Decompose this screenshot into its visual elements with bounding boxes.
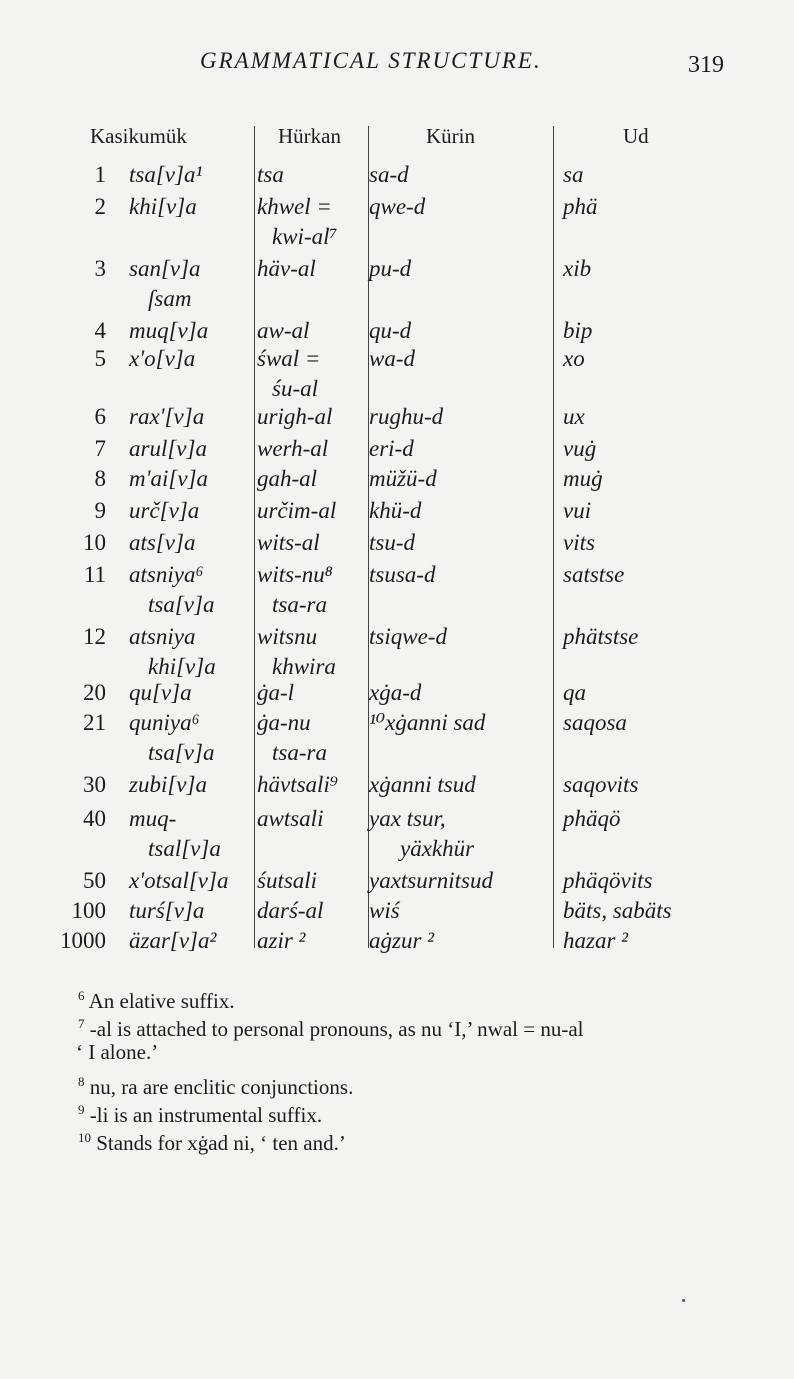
ud-form: phäqövits (563, 868, 653, 893)
ud-form: xib (563, 256, 592, 281)
kasikumuk-form: urč[v]a (129, 498, 200, 523)
ud-form: vits (563, 530, 595, 555)
kurin-form: tsusa-d (369, 562, 436, 587)
ud-form: ux (563, 404, 585, 429)
kurin-form: wiś (369, 898, 400, 923)
footnote-continuation: ‘ I alone.’ (76, 1040, 159, 1064)
table-row (0, 498, 794, 522)
kasikumuk-form: tsa[v]a¹ (129, 162, 203, 187)
numeral-value: 20 (83, 680, 106, 705)
ud-form: muġ (563, 466, 603, 491)
running-head: GRAMMATICAL STRUCTURE. (200, 48, 542, 73)
numeral-value: 2 (94, 194, 106, 219)
kasikumuk-form: khi[v]a (148, 654, 216, 679)
table-row (0, 680, 794, 704)
kasikumuk-form: atsniya⁶ (129, 562, 204, 587)
hurkan-form: khwira (272, 654, 336, 679)
column-header-hurkan: Hürkan (278, 124, 341, 148)
hurkan-form: śu-al (272, 376, 318, 401)
kurin-form: xġanni tsud (369, 772, 476, 797)
footnote: $^{10}$ Stands for xġad ni, ‘ ten and.’ (78, 1130, 346, 1155)
kasikumuk-form: x'o[v]a (129, 346, 196, 371)
column-header-ud: Ud (623, 124, 649, 148)
kurin-form: tsiqwe-d (369, 624, 447, 649)
kasikumuk-form: tsa[v]a (148, 592, 215, 617)
numeral-value: 5 (94, 346, 106, 371)
kurin-form: wa-d (369, 346, 415, 371)
ud-form: xo (563, 346, 585, 371)
table-row (0, 806, 794, 861)
kurin-form: yax tsur, (369, 806, 446, 831)
page-number: 319 (688, 52, 724, 78)
kurin-form: pu-d (369, 256, 412, 281)
kurin-form: rughu-d (369, 404, 444, 429)
hurkan-form: werh-al (257, 436, 329, 461)
numeral-value: 50 (83, 868, 106, 893)
kurin-form: qu-d (369, 318, 412, 343)
kasikumuk-form: zubi[v]a (129, 772, 207, 797)
table-row (0, 318, 794, 342)
ink-speck (682, 1299, 685, 1302)
numeral-value: 4 (94, 318, 106, 343)
column-header-kasikumuk: Kasikumük (90, 124, 187, 148)
kasikumuk-form: muq[v]a (129, 318, 209, 343)
kurin-form: ¹⁰xġanni sad (369, 710, 486, 735)
kasikumuk-form: x'otsal[v]a (129, 868, 229, 893)
kasikumuk-form: khi[v]a (129, 194, 197, 219)
hurkan-form: aw-al (257, 318, 310, 343)
table-row (0, 346, 794, 401)
ud-form: phä (563, 194, 598, 219)
ud-form: hazar ² (563, 928, 629, 953)
kurin-form: müžü-d (369, 466, 437, 491)
numeral-value: 11 (83, 562, 106, 587)
hurkan-form: śutsali (257, 868, 318, 893)
numeral-value: 12 (83, 624, 106, 649)
kurin-form: xġa-d (369, 680, 422, 705)
table-row (0, 404, 794, 428)
table-row (0, 928, 794, 952)
hurkan-form: darś-al (257, 898, 324, 923)
kasikumuk-form: äzar[v]a² (129, 928, 217, 953)
numeral-value: 30 (83, 772, 106, 797)
table-row (0, 772, 794, 796)
hurkan-form: awtsali (257, 806, 324, 831)
kurin-form: tsu-d (369, 530, 415, 555)
numeral-value: 7 (94, 436, 106, 461)
table-row (0, 530, 794, 554)
kurin-form: qwe-d (369, 194, 426, 219)
hurkan-form: khwel = (257, 194, 332, 219)
ud-form: qa (563, 680, 586, 705)
hurkan-form: určim-al (257, 498, 337, 523)
table-row (0, 624, 794, 679)
hurkan-form: häv-al (257, 256, 316, 281)
column-header-kurin: Kürin (426, 124, 475, 148)
kasikumuk-form: ats[v]a (129, 530, 196, 555)
table-row (0, 194, 794, 249)
hurkan-form: wits-al (257, 530, 320, 555)
hurkan-form: śwal = (257, 346, 321, 371)
table-row (0, 868, 794, 892)
footnote: $^8$ nu, ra are enclitic conjunctions. (78, 1074, 354, 1099)
table-row (0, 436, 794, 460)
kasikumuk-form: ſsam (148, 286, 192, 311)
hurkan-form: kwi-al⁷ (272, 224, 338, 249)
table-row (0, 710, 794, 765)
kurin-form: yäxkhür (400, 836, 475, 861)
hurkan-form: gah-al (257, 466, 318, 491)
numeral-value: 1 (94, 162, 106, 187)
hurkan-form: tsa-ra (272, 592, 327, 617)
kasikumuk-form: arul[v]a (129, 436, 207, 461)
hurkan-form: witsnu (257, 624, 318, 649)
ud-form: sa (563, 162, 584, 187)
kasikumuk-form: tsa[v]a (148, 740, 215, 765)
ud-form: bäts, sabäts (563, 898, 672, 923)
numeral-value: 6 (94, 404, 106, 429)
numeral-value: 8 (94, 466, 106, 491)
kurin-form: sa-d (369, 162, 409, 187)
ud-form: vui (563, 498, 592, 523)
ud-form: saqovits (563, 772, 639, 797)
hurkan-form: azir ² (257, 928, 306, 953)
numeral-value: 21 (83, 710, 106, 735)
kasikumuk-form: m'ai[v]a (129, 466, 209, 491)
hurkan-form: ġa-l (257, 680, 295, 705)
numeral-value: 100 (71, 898, 106, 923)
numeral-value: 3 (94, 256, 106, 281)
hurkan-form: hävtsali⁹ (257, 772, 338, 797)
kurin-form: eri-d (369, 436, 414, 461)
numeral-value: 10 (83, 530, 106, 555)
kasikumuk-form: qu[v]a (129, 680, 192, 705)
ud-form: satstse (563, 562, 625, 587)
kasikumuk-form: atsniya (129, 624, 196, 649)
table-row (0, 256, 794, 311)
table-row (0, 162, 794, 186)
kasikumuk-form: quniya⁶ (129, 710, 200, 735)
hurkan-form: wits-nu⁸ (257, 562, 333, 587)
table-row (0, 466, 794, 490)
table-row (0, 898, 794, 922)
kasikumuk-form: rax'[v]a (129, 404, 205, 429)
ud-form: phäqö (563, 806, 621, 831)
ud-form: phätstse (563, 624, 639, 649)
hurkan-form: urigh-al (257, 404, 333, 429)
kurin-form: yaxtsurnitsud (369, 868, 493, 893)
numeral-value: 9 (94, 498, 106, 523)
hurkan-form: tsa-ra (272, 740, 327, 765)
numeral-value: 1000 (60, 928, 106, 953)
kasikumuk-form: san[v]a (129, 256, 201, 281)
kasikumuk-form: muq- (129, 806, 177, 831)
hurkan-form: ġa-nu (257, 710, 311, 735)
ud-form: saqosa (563, 710, 627, 735)
kurin-form: aġzur ² (369, 928, 435, 953)
ud-form: bip (563, 318, 593, 343)
kasikumuk-form: tsal[v]a (148, 836, 221, 861)
hurkan-form: tsa (257, 162, 284, 187)
table-row (0, 562, 794, 617)
numeral-value: 40 (83, 806, 106, 831)
kurin-form: khü-d (369, 498, 422, 523)
footnote: $^9$ -li is an instrumental suffix. (78, 1102, 323, 1127)
footnote: $^7$ -al is attached to personal pronouns, as nu ‘I,’ nwal = nu-al (78, 1016, 584, 1041)
footnote: $^6$ An elative suffix. (78, 988, 235, 1013)
kasikumuk-form: turś[v]a (129, 898, 205, 923)
ud-form: vuġ (563, 436, 597, 461)
